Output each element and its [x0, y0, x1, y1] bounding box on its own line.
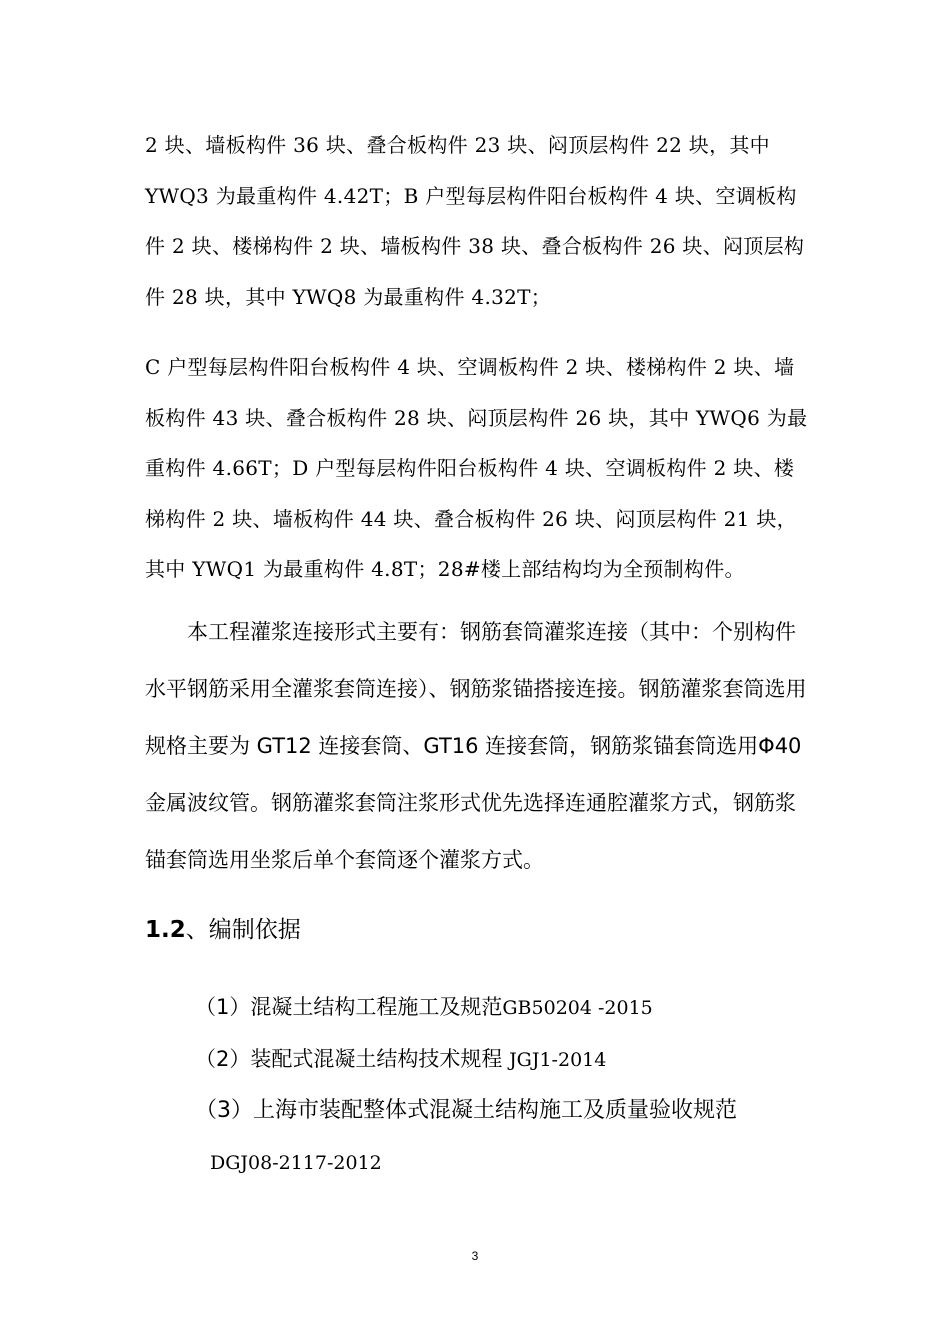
body-paragraph-b: C 户型每层构件阳台板构件 4 块、空调板构件 2 块、楼梯构件 2 块、墙板构件 43 块、叠合板构件 28 块、闷顶层构件 26 块，其中 YWQ6 为最重构件 4.66T；D 户型每层构件阳台板构件 4 块、空调板构件 2 块、楼梯构件 2 块、墙板构件 44 块、叠合板构件 26 块、闷顶层构件 21 块，其中 YWQ1 为最重构件 4.8T；28#楼上部结构均为全预制构件。 — [145, 355, 808, 581]
reference-label: （3）上海市装配整体式混凝土结构施工及质量验收规范 — [195, 1098, 737, 1123]
page-number: 3 — [471, 1249, 479, 1263]
body-paragraph-a: 2 块、墙板构件 36 块、叠合板构件 23 块、闷顶层构件 22 块，其中 YWQ3 为最重构件 4.42T；B 户型每层构件阳台板构件 4 块、空调板构件 2 块、楼梯构件 2 块、墙板构件 38 块、叠合板构件 26 块、闷顶层构件 28 块，其中 YWQ8 为最重构件 4.32T； — [145, 133, 805, 309]
body-paragraph-c: 本工程灌浆连接形式主要有：钢筋套筒灌浆连接（其中：个别构件水平钢筋采用全灌浆套筒连接）、钢筋浆锚搭接连接。钢筋灌浆套筒选用规格主要为 GT12 连接套筒、GT16 连接套筒，钢筋浆锚套筒选用Φ40 金属波纹管。钢筋灌浆套筒注浆形式优先选择连通腔灌浆方式，钢筋浆锚套筒选用坐浆后单个套筒逐个灌浆方式。 — [145, 620, 807, 872]
reference-code: DGJ08-2117-2012 — [210, 1152, 382, 1174]
reference-item — [195, 1042, 606, 1077]
reference-code: JGJ1-2014 — [509, 1049, 607, 1071]
section-heading — [145, 910, 301, 950]
reference-code: GB50204 -2015 — [502, 997, 653, 1019]
section-title: 、编制依据 — [185, 917, 301, 943]
reference-label: （1）混凝土结构工程施工及规范 — [195, 995, 503, 1019]
section-number: 1.2 — [145, 917, 186, 943]
reference-item — [195, 1094, 737, 1128]
reference-item — [195, 990, 653, 1025]
reference-label: （2）装配式混凝土结构技术规程 — [195, 1047, 503, 1071]
